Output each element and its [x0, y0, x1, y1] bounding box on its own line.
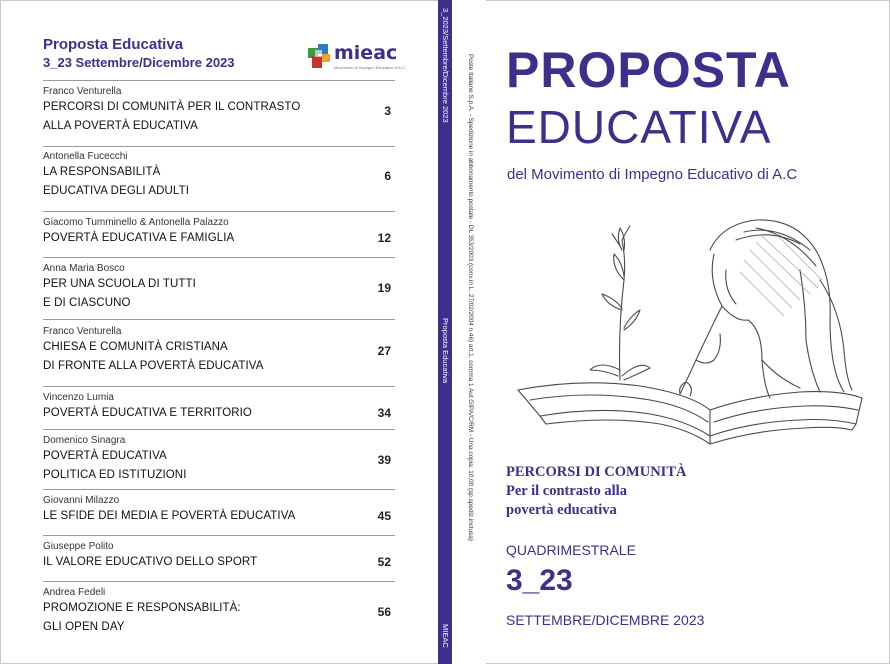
toc-entry-title-line: ALLA POVERTÀ EDUCATIVA	[43, 120, 198, 132]
toc-divider	[43, 319, 395, 320]
toc-divider	[43, 80, 395, 81]
toc-entry-page: 3	[384, 104, 391, 118]
logo-wordmark: mieac	[334, 42, 398, 64]
spine-publisher-text: MIEAC	[441, 624, 450, 648]
toc-entry-title-line: DI FRONTE ALLA POVERTÀ EDUCATIVA	[43, 360, 264, 372]
toc-entry-page: 56	[377, 605, 391, 619]
toc-entry-page: 19	[377, 281, 391, 295]
toc-entry-author: Andrea Fedeli	[43, 587, 106, 598]
toc-divider	[43, 257, 395, 258]
toc-entry-page: 52	[377, 555, 391, 569]
toc-entry-author: Franco Venturella	[43, 86, 122, 97]
spine	[438, 0, 452, 664]
toc-entry-author: Giuseppe Polito	[43, 541, 114, 552]
toc-entry-author: Domenico Sinagra	[43, 435, 126, 446]
magazine-title-line2: EDUCATIVA	[506, 101, 772, 153]
mieac-logo-icon	[306, 40, 334, 72]
toc-entry	[43, 263, 395, 313]
toc-entry-author: Anna Maria Bosco	[43, 263, 125, 274]
issue-dates: SETTEMBRE/DICEMBRE 2023	[506, 612, 705, 628]
toc-entry	[43, 392, 395, 423]
spine-issue-text: 3_2023/Settembre/Dicembre 2023	[441, 8, 450, 123]
toc-subtitle: 3_23 Settembre/Dicembre 2023	[43, 55, 235, 70]
toc-entry-title-line: LA RESPONSABILITÀ	[43, 166, 161, 178]
toc-entry-title-line: POLITICA ED ISTITUZIONI	[43, 469, 187, 481]
toc-divider	[43, 386, 395, 387]
toc-entry	[43, 587, 395, 637]
toc-divider	[43, 211, 395, 212]
toc-divider	[43, 429, 395, 430]
logo-tagline: Movimento di Impegno Educativo di A.C.	[334, 65, 407, 70]
toc-entry-title-line: POVERTÀ EDUCATIVA	[43, 450, 167, 462]
toc-entry-title-line: GLI OPEN DAY	[43, 621, 125, 633]
toc-entry-page: 6	[384, 169, 391, 183]
toc-entry	[43, 435, 395, 485]
issue-number: 3_23	[506, 564, 573, 597]
mieac-logo	[306, 40, 407, 74]
toc-entry-title-line: EDUCATIVA DEGLI ADULTI	[43, 185, 189, 197]
front-cover	[486, 0, 890, 664]
magazine-title-line1: PROPOSTA	[506, 42, 791, 98]
toc-entry-title-line: POVERTÀ EDUCATIVA E TERRITORIO	[43, 407, 252, 419]
toc-entry	[43, 86, 395, 136]
toc-entry-page: 12	[377, 231, 391, 245]
toc-entry	[43, 495, 395, 526]
toc-entry-title-line: PER UNA SCUOLA DI TUTTI	[43, 278, 196, 290]
theme-line1: PERCORSI DI COMUNITÀ	[506, 464, 687, 480]
toc-entry-title-line: PERCORSI DI COMUNITÀ PER IL CONTRASTO	[43, 101, 301, 113]
cover-illustration	[500, 210, 876, 450]
toc-entry-author: Antonella Fucecchi	[43, 151, 128, 162]
postal-flap	[452, 0, 486, 664]
toc-entry-title-line: E DI CIASCUNO	[43, 297, 131, 309]
toc-divider	[43, 489, 395, 490]
toc-entry	[43, 151, 395, 201]
theme-line3: povertà educativa	[506, 502, 617, 518]
toc-entry-author: Franco Venturella	[43, 326, 122, 337]
toc-entry	[43, 541, 395, 572]
toc-divider	[43, 146, 395, 147]
theme-line2: Per il contrasto alla	[506, 483, 627, 499]
periodicity: QUADRIMESTRALE	[506, 542, 636, 558]
toc-entry-title-line: POVERTÀ EDUCATIVA E FAMIGLIA	[43, 232, 235, 244]
toc-entry-page: 27	[377, 344, 391, 358]
toc-entry	[43, 326, 395, 376]
toc-entry-author: Giacomo Tumminello & Antonella Palazzo	[43, 217, 229, 228]
toc-entry	[43, 217, 395, 248]
magazine-subtitle: del Movimento di Impegno Educativo di A.C	[507, 166, 798, 183]
toc-entry-author: Vincenzo Lumia	[43, 392, 114, 403]
toc-title: Proposta Educativa	[43, 36, 184, 53]
postal-notice: Poste Italiane S.p.A. - Spedizione in abbonamento postale - DL 353/2003 (conv.in L. 27/02/2004 n.46) art.1, comma 1 Aut.GIPA/C/RM - Una copia: 10,00 (sp.spediz.inclusa)	[467, 54, 474, 541]
back-cover	[0, 0, 438, 664]
toc-entry-page: 34	[377, 406, 391, 420]
toc-entry-page: 45	[377, 509, 391, 523]
toc-entry-title-line: CHIESA E COMUNITÀ CRISTIANA	[43, 341, 228, 353]
toc-divider	[43, 581, 395, 582]
toc-entry-title-line: LE SFIDE DEI MEDIA E POVERTÀ EDUCATIVA	[43, 510, 296, 522]
toc-entry-title-line: IL VALORE EDUCATIVO DELLO SPORT	[43, 556, 258, 568]
spine-title-text: Proposta Educativa	[441, 318, 450, 384]
toc-entry-page: 39	[377, 453, 391, 467]
toc-divider	[43, 535, 395, 536]
toc-entry-title-line: PROMOZIONE E RESPONSABILITÀ:	[43, 602, 241, 614]
toc-entry-author: Giovanni Milazzo	[43, 495, 120, 506]
